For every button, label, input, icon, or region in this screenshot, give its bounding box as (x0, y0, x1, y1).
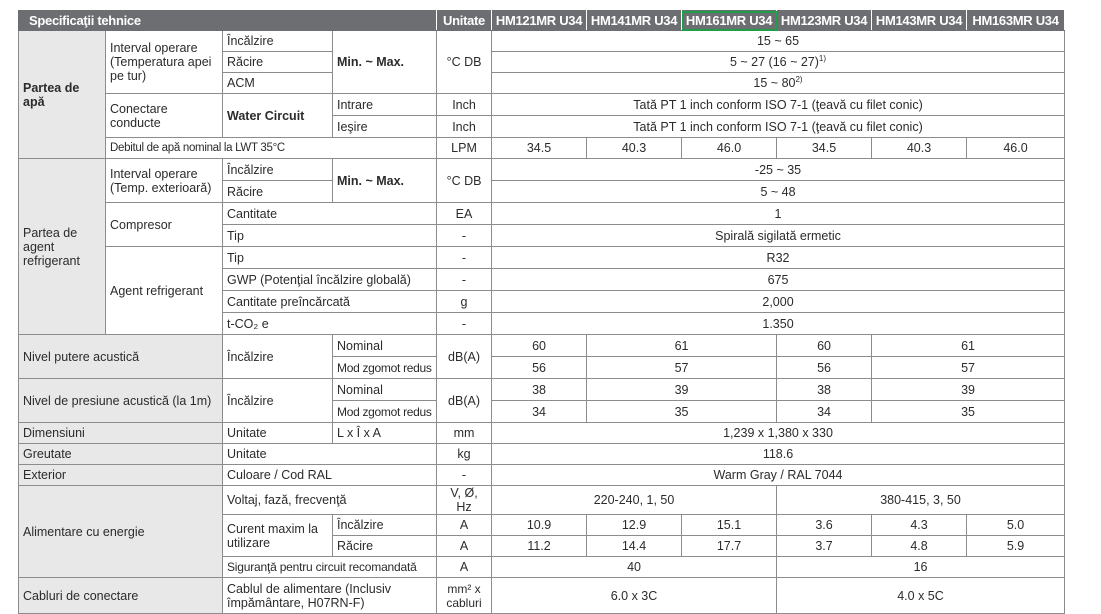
label-quantity: Cantitate (223, 203, 437, 225)
spr-nominal-value: 39 (872, 379, 1065, 401)
flow-value: 46.0 (682, 138, 777, 159)
water-cool-cell (492, 52, 1065, 73)
unit-dash: - (437, 313, 492, 335)
sp-quiet-value: 57 (587, 357, 777, 379)
cables-sub: Cablul de alimentare (Inclusiv împământare, H07RN-F) (223, 578, 437, 614)
agent-label: Agent refrigerant (106, 247, 223, 335)
label-heat: Încălzire (223, 31, 333, 52)
label-nominal: Nominal (333, 335, 437, 357)
spr-quiet-value: 35 (587, 401, 777, 423)
sound-power-label: Nivel putere acustică (19, 335, 223, 379)
unit-dba: dB(A) (437, 335, 492, 379)
spec-table-wrapper (18, 10, 1065, 614)
unit-dash: - (437, 465, 492, 486)
current-cool-value: 4.8 (872, 536, 967, 557)
fuse-label: Siguranţă pentru circuit recomandată (223, 557, 437, 578)
fuse-value: 40 (492, 557, 777, 578)
vpf-value: 220-240, 1, 50 (492, 486, 777, 515)
label-quiet: Mod zgomot redus (333, 357, 437, 379)
model-header[interactable]: HM141MR U34 (587, 11, 682, 31)
compressor-qty-value: 1 (492, 203, 1065, 225)
label-cool: Răcire (223, 52, 333, 73)
ref-range-label: Interval operare (Temp. exterioară) (106, 159, 223, 203)
cable-value: 4.0 x 5C (777, 578, 1065, 614)
current-heat-value: 15.1 (682, 515, 777, 536)
unit-g: g (437, 291, 492, 313)
dimensions-label: Dimensiuni (19, 423, 223, 444)
spr-nominal-value: 39 (587, 379, 777, 401)
pipe-label: Conectare conducte (106, 94, 223, 138)
unit-dash: - (437, 225, 492, 247)
label-vpf: Voltaj, fază, frecvenţă (223, 486, 437, 515)
spr-quiet-value: 35 (872, 401, 1065, 423)
label-nominal: Nominal (333, 379, 437, 401)
dimensions-sub: Unitate (223, 423, 333, 444)
label-quiet: Mod zgomot redus (333, 401, 437, 423)
current-cool-value: 5.9 (967, 536, 1065, 557)
unit-mm: mm (437, 423, 492, 444)
sp-nominal-value: 61 (872, 335, 1065, 357)
current-cool-value: 11.2 (492, 536, 587, 557)
current-heat-value: 5.0 (967, 515, 1065, 536)
label-cool: Răcire (223, 181, 333, 203)
label-inlet: Intrare (333, 94, 437, 116)
current-heat-value: 10.9 (492, 515, 587, 536)
current-cool-value: 17.7 (682, 536, 777, 557)
unit-vpf: V, Ø, Hz (437, 486, 492, 515)
unit-header: Unitate (437, 11, 492, 31)
flow-label: Debitul de apă nominal la LWT 35°C (106, 138, 437, 159)
unit-ea: EA (437, 203, 492, 225)
unit-mm2: mm² x cabluri (437, 578, 492, 614)
sp-quiet-value: 56 (492, 357, 587, 379)
sound-pressure-label: Nivel de presiune acustică (la 1m) (19, 379, 223, 423)
exterior-sub: Culoare / Cod RAL (223, 465, 437, 486)
label-heat: Încălzire (223, 335, 333, 379)
water-acm-cell (492, 73, 1065, 94)
ref-cool-value: 5 ~ 48 (492, 181, 1065, 203)
model-header[interactable]: HM123MR U34 (777, 11, 872, 31)
spr-nominal-value: 38 (777, 379, 872, 401)
water-heat-value: 15 ~ 65 (492, 31, 1065, 52)
unit-dba: dB(A) (437, 379, 492, 423)
label-heat: Încălzire (223, 159, 333, 181)
spr-quiet-value: 34 (777, 401, 872, 423)
header-row (19, 11, 1065, 31)
table-title: Specificaţii tehnice (19, 11, 437, 31)
minmax-label: Min. ~ Max. (333, 31, 437, 94)
model-header-selected[interactable]: HM161MR U34 (682, 11, 777, 31)
label-acm: ACM (223, 73, 333, 94)
unit-a: A (437, 557, 492, 578)
current-heat-value: 3.6 (777, 515, 872, 536)
vpf-value: 380-415, 3, 50 (777, 486, 1065, 515)
unit-a: A (437, 515, 492, 536)
minmax-label: Min. ~ Max. (333, 159, 437, 203)
weight-value: 118.6 (492, 444, 1065, 465)
label-heat: Încălzire (223, 379, 333, 423)
agent-type-value: R32 (492, 247, 1065, 269)
spr-quiet-value: 34 (492, 401, 587, 423)
dimensions-value: 1,239 x 1,380 x 330 (492, 423, 1065, 444)
unit-lpm: LPM (437, 138, 492, 159)
cable-value: 6.0 x 3C (492, 578, 777, 614)
water-acm-value: 15 ~ 80 (753, 76, 796, 90)
unit-inch: Inch (437, 94, 492, 116)
model-header[interactable]: HM163MR U34 (967, 11, 1065, 31)
unit-a: A (437, 536, 492, 557)
unit-kg: kg (437, 444, 492, 465)
model-header[interactable]: HM121MR U34 (492, 11, 587, 31)
weight-sub: Unitate (223, 444, 437, 465)
label-outlet: Ieşire (333, 116, 437, 138)
tco2-value: 1.350 (492, 313, 1065, 335)
flow-value: 34.5 (777, 138, 872, 159)
unit-inch: Inch (437, 116, 492, 138)
label-gwp: GWP (Potenţial încălzire globală) (223, 269, 437, 291)
dimensions-lwh: L x Î x A (333, 423, 437, 444)
cables-label: Cabluri de conectare (19, 578, 223, 614)
label-type: Tip (223, 225, 437, 247)
unit-dash: - (437, 269, 492, 291)
label-tco2: t-CO₂ e (223, 313, 437, 335)
current-cool-value: 3.7 (777, 536, 872, 557)
compressor-type-value: Spirală sigilată ermetic (492, 225, 1065, 247)
flow-value: 40.3 (872, 138, 967, 159)
water-cool-value: 5 ~ 27 (16 ~ 27) (729, 55, 819, 69)
max-current-label: Curent maxim la utilizare (223, 515, 333, 557)
sp-nominal-value: 60 (492, 335, 587, 357)
footnote-2: 2) (795, 74, 803, 84)
pipe-inlet-value: Tată PT 1 inch conform ISO 7-1 (ţeavă cu filet conic) (492, 94, 1065, 116)
precharge-value: 2,000 (492, 291, 1065, 313)
unit-dash: - (437, 247, 492, 269)
gwp-value: 675 (492, 269, 1065, 291)
water-circuit-label: Water Circuit (223, 94, 333, 138)
spec-table (18, 10, 1065, 614)
exterior-value: Warm Gray / RAL 7044 (492, 465, 1065, 486)
ref-heat-value: -25 ~ 35 (492, 159, 1065, 181)
flow-value: 34.5 (492, 138, 587, 159)
label-heat: Încălzire (333, 515, 437, 536)
spr-nominal-value: 38 (492, 379, 587, 401)
model-header[interactable]: HM143MR U34 (872, 11, 967, 31)
current-heat-value: 4.3 (872, 515, 967, 536)
label-precharge: Cantitate preîncărcată (223, 291, 437, 313)
current-cool-value: 14.4 (587, 536, 682, 557)
current-heat-value: 12.9 (587, 515, 682, 536)
unit-c: °C DB (437, 31, 492, 94)
unit-c: °C DB (437, 159, 492, 203)
flow-value: 40.3 (587, 138, 682, 159)
sp-nominal-value: 60 (777, 335, 872, 357)
label-type: Tip (223, 247, 437, 269)
footnote-1: 1) (818, 53, 827, 63)
flow-value: 46.0 (967, 138, 1065, 159)
power-label: Alimentare cu energie (19, 486, 223, 578)
compressor-label: Compresor (106, 203, 223, 247)
fuse-value: 16 (777, 557, 1065, 578)
group-refrigerant: Partea de agent refrigerant (19, 159, 106, 335)
label-cool: Răcire (333, 536, 437, 557)
sp-nominal-value: 61 (587, 335, 777, 357)
sp-quiet-value: 56 (777, 357, 872, 379)
sp-quiet-value: 57 (872, 357, 1065, 379)
group-water: Partea de apă (19, 31, 106, 159)
pipe-outlet-value: Tată PT 1 inch conform ISO 7-1 (ţeavă cu filet conic) (492, 116, 1065, 138)
exterior-label: Exterior (19, 465, 223, 486)
weight-label: Greutate (19, 444, 223, 465)
water-range-label: Interval operare (Temperatura apei pe tur) (106, 31, 223, 94)
